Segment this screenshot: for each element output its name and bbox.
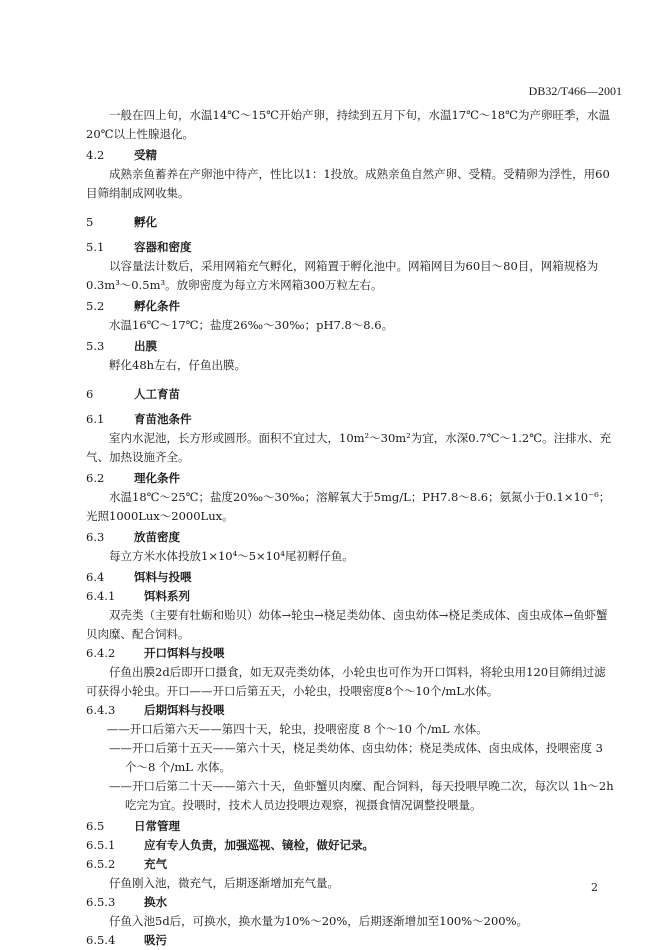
section-heading [86,644,616,663]
body-paragraph: 每立方米水体投放1×10⁴～5×10⁴尾初孵仔鱼。 [109,549,354,563]
dash-list-item: ——开口后第六天——第四十天，轮虫，投喂密度 8 个～10 个/mL 水体。 [106,722,488,736]
section-title: 饵料与投喂 [134,570,192,584]
section-heading [86,146,616,165]
body-paragraph: 仔鱼刚入池，微充气，后期逐渐增加充气量。 [109,876,339,890]
section-heading [86,469,616,488]
section-heading [86,817,616,836]
section-heading [86,855,616,874]
section-title: 受精 [134,148,157,162]
section-number: 6.5.4 [86,933,116,947]
body-paragraph: 仔鱼入池5d后，可换水，换水量为10%～20%，后期逐渐增加至100%～200%。 [109,914,529,928]
dash-list-item: ——开口后第十五天——第六十天，桡足类幼体、卤虫幼体；桡足类成体、卤虫成体，投喂密度 3 个～8 个/mL 水体。 [109,741,603,774]
standard-code: DB32/T466—2001 [528,84,622,98]
section-title: 换水 [144,895,167,909]
section-heading [86,701,616,720]
section-heading [86,893,616,912]
section-number: 6.5.2 [86,857,116,871]
section-number: 5.3 [86,339,105,353]
section-number: 5 [86,215,94,229]
body-paragraph: 水温16℃～17℃；盐度26‰～30‰；pH7.8～8.6。 [109,318,394,332]
section-title: 应有专人负责，加强巡视、镜检，做好记录。 [144,838,374,852]
section-heading [86,337,616,356]
section-heading [86,568,616,587]
section-heading [86,587,616,606]
section-heading [86,836,616,855]
section-heading [86,410,616,429]
section-title: 孵化 [134,215,157,229]
section-title: 出膜 [134,339,157,353]
body-paragraph: 成熟亲鱼蓄养在产卵池中待产，性比以1：1投放。成熟亲鱼自然产卵、受精。受精卵为浮性，用60目筛绢制成网收集。 [86,167,610,200]
page-number: 2 [591,881,598,894]
section-number: 4.2 [86,148,105,162]
body-paragraph: 一般在四上旬，水温14℃～15℃开始产卵，持续到五月下旬，水温17℃～18℃为产卵旺季，水温20℃以上性腺退化。 [86,108,610,141]
section-title: 容器和密度 [134,240,192,254]
body-paragraph: 仔鱼出膜2d后即开口摄食，如无双壳类幼体，小轮虫也可作为开口饵料，将轮虫用120目筛绢过滤可获得小轮虫。开口——开口后第五天，小轮虫，投喂密度8个～10个/mL水体。 [86,665,606,698]
section-number: 6.1 [86,412,105,426]
section-number: 5.2 [86,299,105,313]
section-number: 6.3 [86,530,105,544]
section-heading [86,297,616,316]
document-body [86,106,616,950]
body-paragraph: 双壳类（主要有牡蛎和贻贝）幼体→轮虫→桡足类幼体、卤虫幼体→桡足类成体、卤虫成体→鱼虾蟹贝肉糜、配合饲料。 [86,608,608,641]
section-heading [86,931,616,950]
section-number: 6.4.2 [86,646,116,660]
section-heading [86,238,616,257]
section-number: 5.1 [86,240,105,254]
section-title: 日常管理 [134,819,180,833]
section-number: 6.5.3 [86,895,116,909]
section-number: 6.5 [86,819,105,833]
chapter-heading [86,213,616,232]
section-heading [86,528,616,547]
section-title: 孵化条件 [134,299,180,313]
section-title: 吸污 [144,933,167,947]
section-number: 6.4.1 [86,589,116,603]
section-title: 开口饵料与投喂 [144,646,225,660]
section-title: 理化条件 [134,471,180,485]
body-paragraph: 孵化48h左右，仔鱼出膜。 [109,358,247,372]
body-paragraph: 水温18℃～25℃；盐度20‰～30‰；溶解氧大于5mg/L；PH7.8～8.6；氨氮小于0.1×10⁻⁶；光照1000Lux～2000Lux。 [86,490,611,523]
section-title: 饵料系列 [144,589,190,603]
section-number: 6.4 [86,570,105,584]
body-paragraph: 室内水泥池，长方形或圆形。面积不宜过大，10m²～30m²为宜，水深0.7℃～1.2℃。注排水、充气、加热设施齐全。 [86,431,612,464]
section-title: 人工育苗 [134,387,180,401]
section-number: 6.2 [86,471,105,485]
section-title: 后期饵料与投喂 [144,703,225,717]
section-title: 育苗池条件 [134,412,192,426]
chapter-heading [86,385,616,404]
section-title: 放苗密度 [134,530,180,544]
section-number: 6.4.3 [86,703,116,717]
section-number: 6 [86,387,94,401]
body-paragraph: 以容量法计数后，采用网箱充气孵化，网箱置于孵化池中。网箱网目为60目～80目，网箱规格为0.3m³～0.5m³。放卵密度为每立方米网箱300万粒左右。 [86,259,599,292]
dash-list-item: ——开口后第二十天——第六十天，鱼虾蟹贝肉糜、配合饲料，每天投喂早晚二次，每次以 1h～2h 吃完为宜。投喂时，技术人员边投喂边观察，视摄食情况调整投喂量。 [109,779,614,812]
section-number: 6.5.1 [86,838,116,852]
section-title: 充气 [144,857,167,871]
